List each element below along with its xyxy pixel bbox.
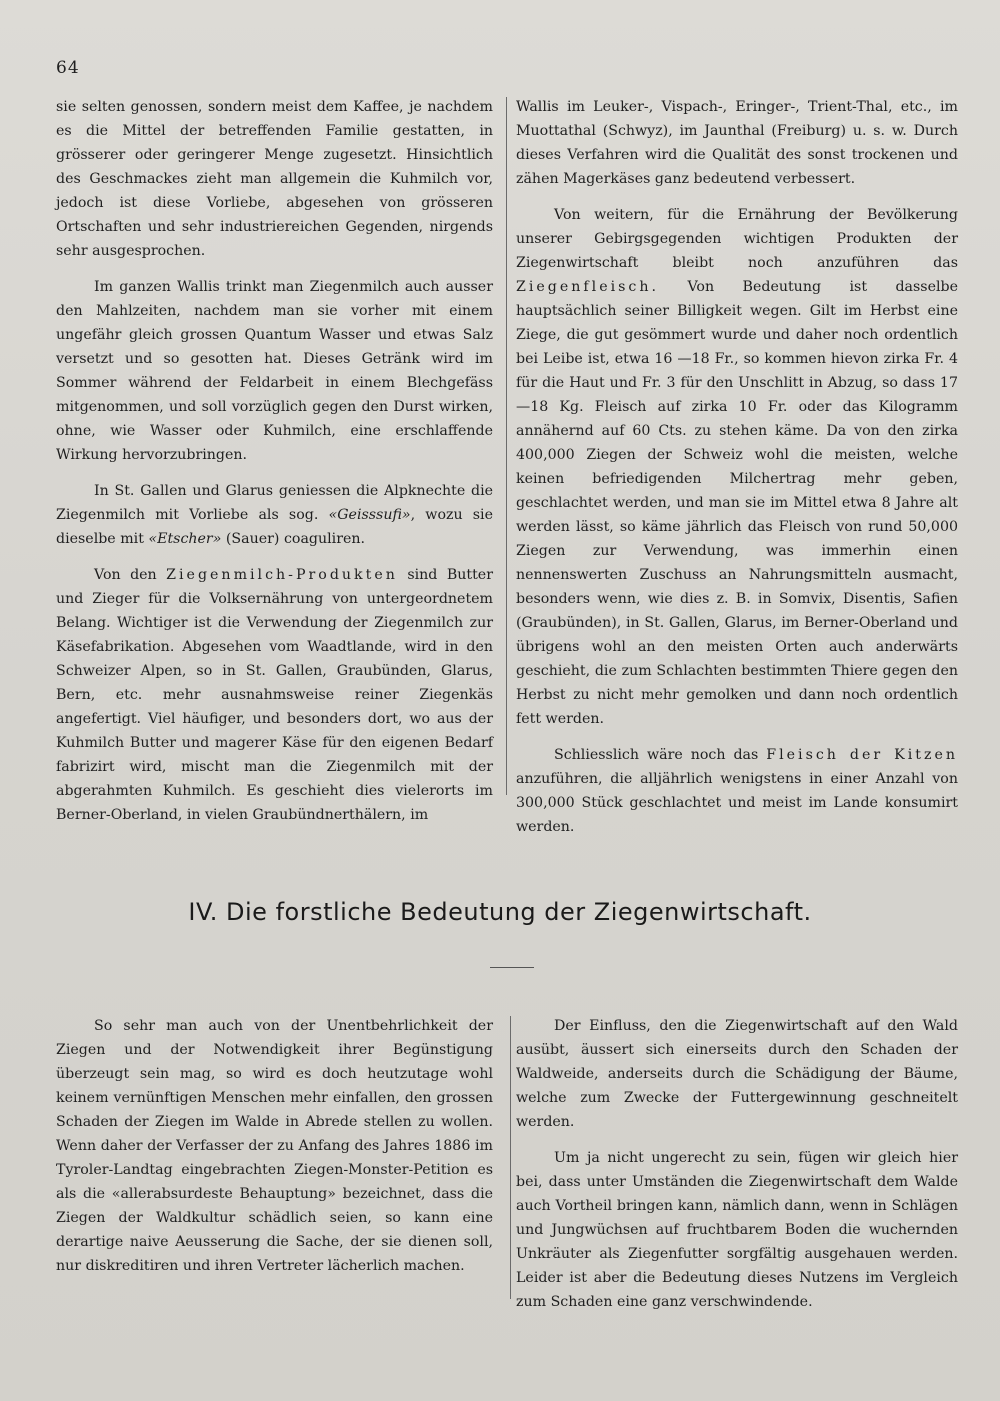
spaced-term: Fleisch der Kitzen xyxy=(766,747,958,763)
paragraph: Um ja nicht ungerecht zu sein, fügen wir gleich hier bei, dass unter Umständen die Ziegenwirtschaft dem Walde auch Vortheil bringen kann, nämlich dann, wenn in Schlägen und Jungwüchsen auf fruchtbarem Boden die wuchernden Unkräuter als Ziegenfutter sorgfältig ausgehauen werden. Leider ist aber die Bedeutung dieses Nutzens im Vergleich zum Schaden eine ganz verschwindende. xyxy=(516,1150,958,1310)
section-heading: IV. Die forstliche Bedeutung der Ziegenwirtschaft. xyxy=(188,898,812,926)
paragraph: Wallis im Leuker-, Vispach-, Eringer-, Trient-Thal, etc., im Muottathal (Schwyz), im Jaunthal (Freiburg) u. s. w. Durch dieses Verfahren wird die Qualität des sonst trockenen und zähen Magerkäses ganz bedeutend verbessert. xyxy=(516,99,958,187)
column-divider xyxy=(506,97,507,795)
text-run: Von weitern, für die Ernährung der Bevölkerung unserer Gebirgsgegenden wichtigen Produkten der Ziegenwirtschaft bleibt noch anzuführen das xyxy=(516,207,958,271)
column-divider xyxy=(510,1016,511,1299)
top-right-column xyxy=(516,95,958,851)
text-run: Schliesslich wäre noch das xyxy=(554,747,767,763)
text-run: anzuführen, die alljährlich wenigstens in einer Anzahl von 300,000 Stück geschlachtet und meist im Lande konsumirt werden. xyxy=(516,771,958,835)
bottom-left-column xyxy=(56,1014,493,1290)
text-run: In St. Gallen und Glarus geniessen die Alpknechte die Ziegenmilch mit Vorliebe als sog. xyxy=(56,483,493,523)
top-left-column xyxy=(56,95,493,839)
text-run: Von Bedeutung ist dasselbe hauptsächlich seiner Billigkeit wegen. Gilt im Herbst eine Ziege, die gut gesömmert wurde und daher noch ordentlich bei Leibe ist, etwa 16 —18 Fr., so kommen hievon zirka Fr. 4 für die Haut und Fr. 3 für den Unschlitt in Abzug, so dass 17—18 Kg. Fleisch auf zirka 10 Fr. oder das Kilogramm annähernd auf 60 Cts. zu stehen käme. Da von den zirka 400,000 Ziegen der Schweiz wohl die meisten, welche keinen befriedigenden Milchertrag mehr geben, geschlachtet werden, und man sie im Mittel etwa 8 Jahre alt werden lässt, so käme jährlich das Fleisch von rund 50,000 Ziegen zur Verwendung, was immerhin einen nennenswerten Zuschuss an Nahrungsmitteln ausmacht, besonders wenn, wie dies z. B. in Somvix, Disentis, Safien (Graubünden), in St. Gallen, Glarus, im Berner-Oberland und übrigens wohl an den meisten Orten auch anderwärts geschieht, die zum Schlachten bestimmten Thiere gegen den Herbst zu nicht mehr gemolken und dann noch ordentlich fett werden. xyxy=(516,279,958,727)
italic-term: «Etscher» xyxy=(148,531,222,547)
text-run: , wozu sie dieselbe mit xyxy=(56,507,493,547)
text-run: sind Butter und Zieger für die Volksernährung von untergeordnetem Belang. Wichtiger ist die Verwendung der Ziegenmilch zur Käsefabrikation. Abgesehen vom Waadtlande, wird in den Schweizer Alpen, so in St. Gallen, Graubünden, Glarus, Bern, etc. mehr ausnahmsweise reiner Ziegenkäs angefertigt. Viel häufiger, und besonders dort, wo aus der Kuhmilch Butter und magerer Käse für den eigenen Bedarf fabrizirt wird, mischt man die Ziegenmilch mit der abgerahmten Kuhmilch. Es geschieht dies vielerorts im Berner-Oberland, in vielen Graubündnerthälern, im xyxy=(56,567,493,823)
paragraph: Der Einfluss, den die Ziegenwirtschaft auf den Wald ausübt, äussert sich einerseits durch den Schaden der Waldweide, anderseits durch die Schädigung der Bäume, welche zum Zwecke der Futtergewinnung geschneitelt werden. xyxy=(516,1018,958,1130)
page-number: 64 xyxy=(56,58,80,78)
spaced-term: Ziegenfleisch. xyxy=(516,279,660,295)
bottom-right-column xyxy=(516,1014,958,1326)
paragraph: Im ganzen Wallis trinkt man Ziegenmilch auch ausser den Mahlzeiten, nachdem man sie vorher mit einem ungefähr gleich grossen Quantum Wasser und etwas Salz versetzt und so gesotten hat. Dieses Getränk wird im Sommer während der Feldarbeit in einem Blechgefäss mitgenommen, und soll vorzüglich gegen den Durst wirken, ohne, wie Wasser oder Kuhmilch, eine erschlaffende Wirkung hervorzubringen. xyxy=(56,279,493,463)
paragraph: sie selten genossen, sondern meist dem Kaffee, je nachdem es die Mittel der betreffenden Familie gestatten, in grösserer oder geringerer Menge zugesetzt. Hinsichtlich des Geschmackes zieht man allgemein die Kuhmilch vor, jedoch ist diese Vorliebe, abgesehen von grösseren Ortschaften und sehr industriereichen Gegenden, nirgends sehr ausgesprochen. xyxy=(56,99,493,259)
paragraph xyxy=(56,563,493,827)
paragraph xyxy=(56,479,493,551)
text-run: (Sauer) coaguliren. xyxy=(221,531,366,547)
paragraph: So sehr man auch von der Unentbehrlichkeit der Ziegen und der Notwendigkeit ihrer Begünstigung überzeugt sein mag, so wird es doch heutzutage wohl keinem vernünftigen Menschen mehr einfallen, den grossen Schaden der Ziegen im Walde in Abrede stellen zu wollen. Wenn daher der Verfasser der zu Anfang des Jahres 1886 im Tyroler-Landtag eingebrachten Ziegen-Monster-Petition es als die «allerabsurdeste Behauptung» bezeichnet, dass die Ziegen der Waldkultur schädlich seien, so kann eine derartige naive Aeusserung die Sache, der sie dienen soll, nur diskreditiren und ihren Vertreter lächerlich machen. xyxy=(56,1018,493,1274)
italic-term: «Geisssufi» xyxy=(328,507,411,523)
spaced-term: Ziegenmilch-Produkten xyxy=(166,567,398,583)
heading-rule xyxy=(490,967,534,968)
paragraph xyxy=(516,203,958,731)
paragraph xyxy=(516,743,958,839)
text-run: Von den xyxy=(94,567,167,583)
